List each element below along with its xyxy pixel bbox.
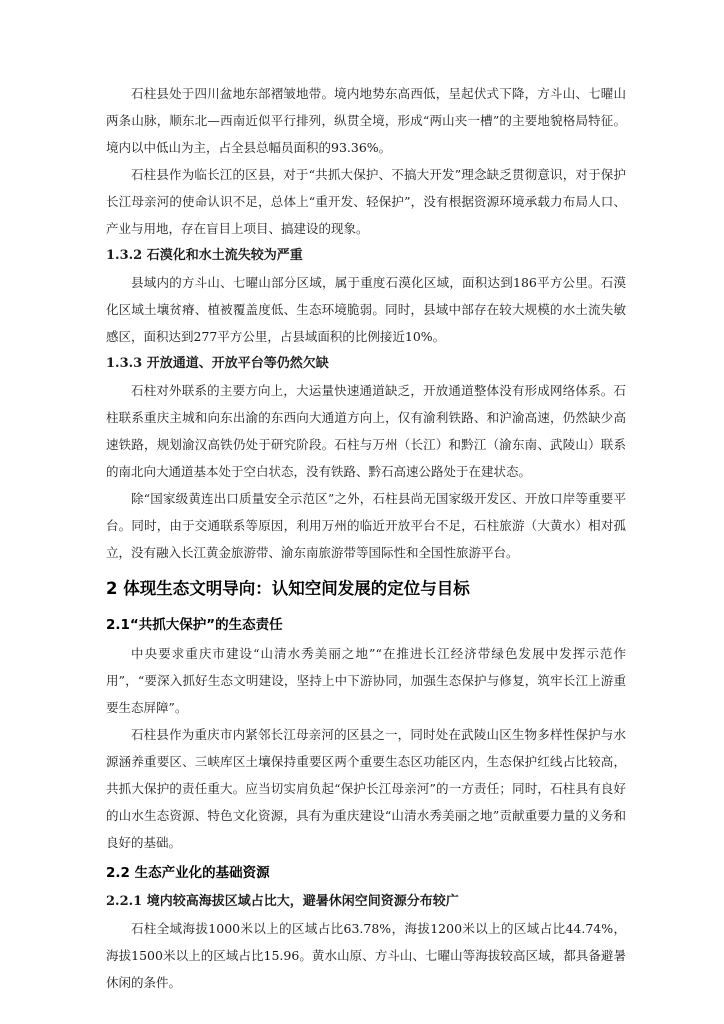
paragraph-central-requirements: 中央要求重庆市建设“山清水秀美丽之地”“在推进长江经济带绿色发展中发挥示范作用”，“要深入抓好生态文明建设，坚持上中下游协同，加强生态保护与修复，筑牢长江上游重要生态屏障”。: [106, 646, 626, 715]
paragraph-protection-awareness: 石柱县作为临长江的区县，对于“共抓大保护、不搞大开发”理念缺乏贯彻意识，对于保护长江母亲河的使命认识不足，总体上“重开发、轻保护”，没有根据资源环境承载力布局人口、产业与用地，存在盲目上项目、搞建设的现象。: [106, 167, 626, 236]
paragraph-open-channels: 石柱对外联系的主要方向上，大运量快速通道缺乏，开放通道整体没有形成网络体系。石柱联系重庆主城和向东出渝的东西向大通道方向上，仅有渝利铁路、和沪渝高速，仍然缺少高速铁路，规划渝汉高铁仍处于研究阶段。石柱与万州（长江）和黔江（渝东南、武陵山）联系的南北向大通道基本处于空白状态，没有铁路、黔石高速公路处于在建状态。: [106, 383, 626, 479]
section-heading-2-2: 2.2 生态产业化的基础资源: [106, 865, 270, 881]
paragraph-open-platforms: 除“国家级黄连出口质量安全示范区”之外，石柱县尚无国家级开发区、开放口岸等重要平台。同时，由于交通联系等原因，利用万州的临近开放平台不足，石柱旅游（大黄水）相对孤立，没有融入长江黄金旅游带、渝东南旅游带等国际性和全国性旅游平台。: [106, 491, 626, 560]
paragraph-rocky-desertification: 县域内的方斗山、七曜山部分区域，属于重度石漠化区域，面积达到186平方公里。石漠化区域土壤贫瘠、植被覆盖度低、生态环境脆弱。同时，县域中部存在较大规模的水土流失敏感区，面积达到277平方公里，占县域面积的比例接近10%。: [106, 275, 626, 344]
paragraph-shizhu-responsibility: 石柱县作为重庆市内紧邻长江母亲河的区县之一，同时处在武陵山区生物多样性保护与水源涵养重要区、三峡库区土壤保持重要区两个重要生态区功能区内，生态保护红线占比较高，共抓大保护的责任重大。应当切实肩负起“保护长江母亲河”的一方责任；同时，石柱具有良好的山水生态资源、特色文化资源，具有为重庆建设“山清水秀美丽之地”贡献重要力量的义务和良好的基础。: [106, 727, 626, 850]
section-heading-1-3-3: 1.3.3 开放通道、开放平台等仍然欠缺: [106, 356, 329, 371]
paragraph-altitude-stats: 石柱全域海拔1000米以上的区域占比63.78%，海拔1200米以上的区域占比44.74%，海拔1500米以上的区域占比15.96。黄水山原、方斗山、七曜山等海拔较高区域，都具备避暑休闲的条件。: [106, 921, 626, 990]
paragraph-terrain: 石柱县处于四川盆地东部褶皱地带。境内地势东高西低，呈起伏式下降，方斗山、七曜山两条山脉，顺东北—西南近似平行排列，纵贯全境，形成“两山夹一槽”的主要地貌格局特征。境内以中低山为主，占全县总幅员面积的93.36%。: [106, 86, 626, 155]
section-heading-2-2-1: 2.2.1 境内较高海拔区域占比大，避暑休闲空间资源分布较广: [106, 894, 459, 909]
document-page: [106, 80, 626, 996]
section-heading-2-1: 2.1“共抓大保护”的生态责任: [106, 617, 283, 633]
section-heading-1-3-2: 1.3.2 石漠化和水土流失较为严重: [106, 248, 303, 263]
chapter-heading-2: 2 体现生态文明导向：认知空间发展的定位与目标: [106, 579, 470, 598]
